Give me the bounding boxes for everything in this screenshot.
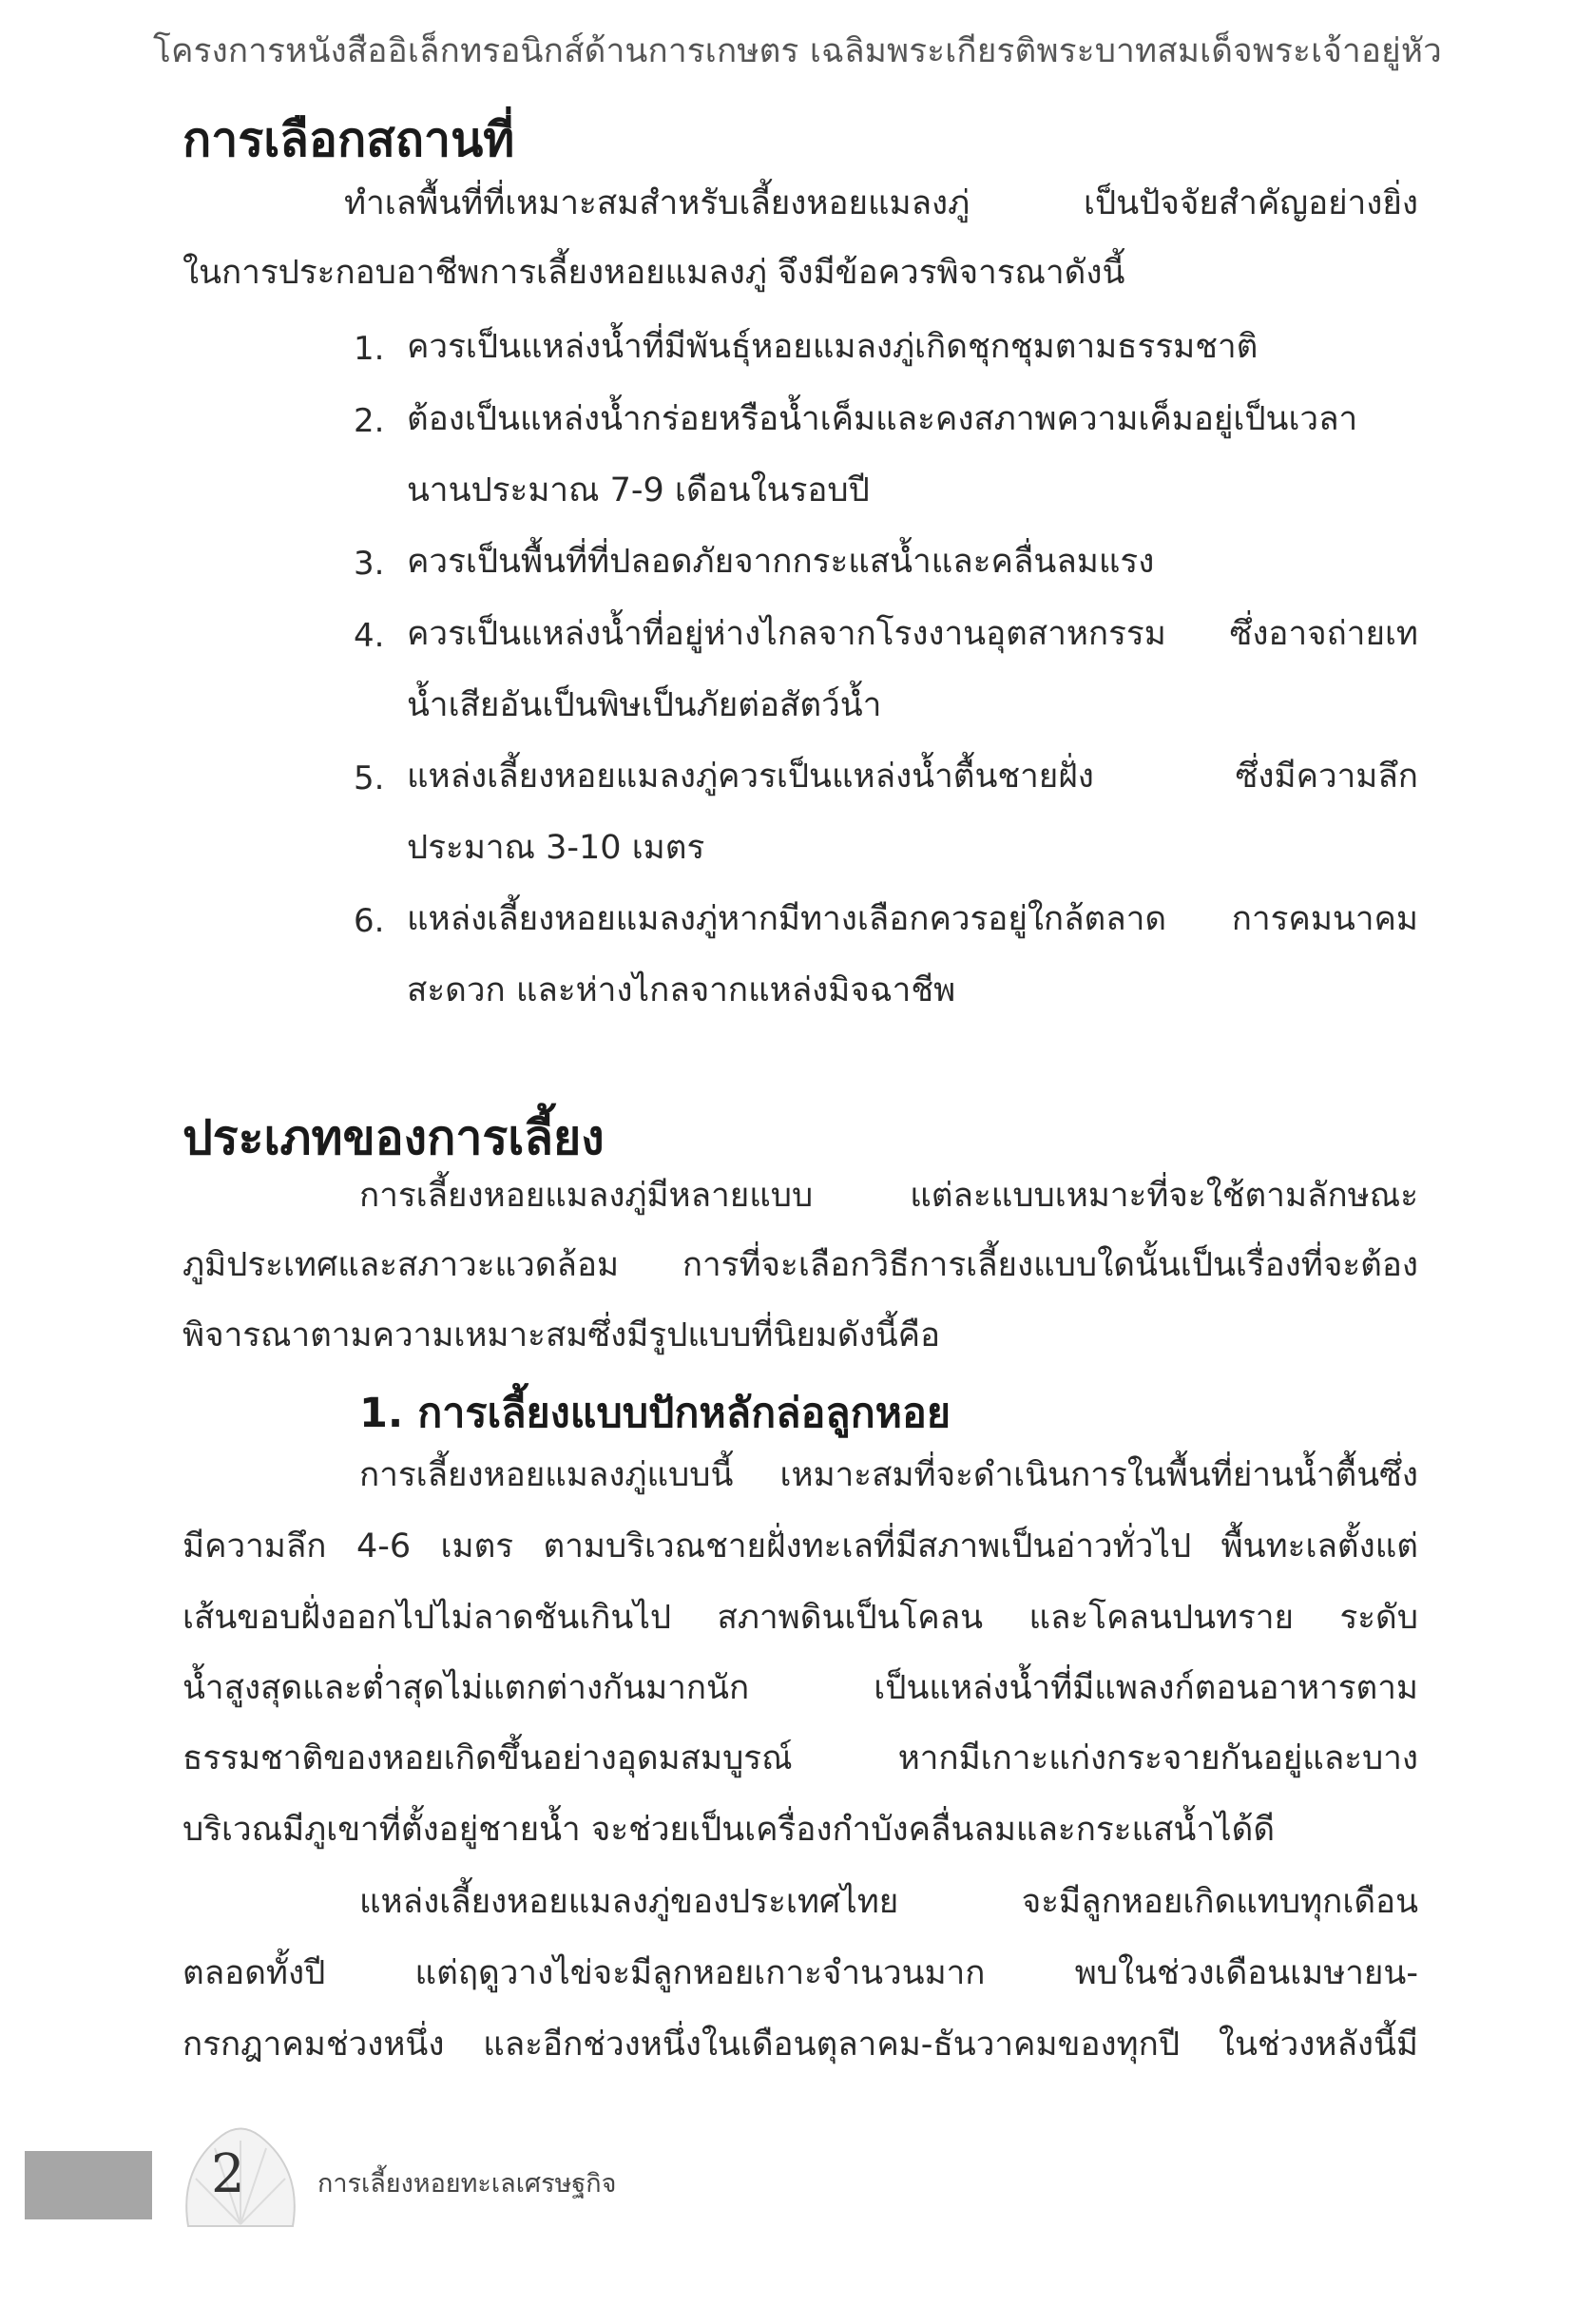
paragraph-line: ธรรมชาติของหอยเกิดขึ้นอย่างอุดมสมบูรณ์ หากมีเกาะแก่งกระจายกันอยู่และบาง: [183, 1739, 1418, 1777]
footer-gray-bar: [25, 2151, 152, 2219]
paragraph-line: เส้นขอบฝั่งออกไปไม่ลาดชันเกินไป สภาพดินเป็นโคลน และโคลนปนทราย ระดับ: [183, 1599, 1418, 1637]
paragraph-line: ภูมิประเทศและสภาวะแวดล้อม การที่จะเลือกวิธีการเลี้ยงแบบใดนั้นเป็นเรื่องที่จะต้อง: [183, 1246, 1418, 1284]
paragraph-line: ทำเลพื้นที่ที่เหมาะสมสำหรับเลี้ยงหอยแมลงภู่ เป็นปัจจัยสำคัญอย่างยิ่ง: [344, 184, 1418, 222]
subsection-heading: 1. การเลี้ยงแบบปักหลักล่อลูกหอย: [359, 1390, 951, 1437]
list-item-line: แหล่งเลี้ยงหอยแมลงภู่ควรเป็นแหล่งน้ำตื้นชายฝั่ง ซึ่งมีความลึก: [407, 758, 1418, 796]
list-item-number: 3.: [354, 545, 385, 583]
section-heading-farming-types: ประเภทของการเลี้ยง: [183, 1110, 605, 1165]
list-item-number: 1.: [354, 330, 385, 368]
paragraph-line: การเลี้ยงหอยแมลงภู่มีหลายแบบ แต่ละแบบเหมาะที่จะใช้ตามลักษณะ: [359, 1177, 1418, 1215]
list-item-line: ควรเป็นแหล่งน้ำที่อยู่ห่างไกลจากโรงงานอุตสาหกรรม ซึ่งอาจถ่ายเท: [407, 615, 1418, 653]
page-number: 2: [211, 2143, 245, 2205]
paragraph-line: กรกฎาคมช่วงหนึ่ง และอีกช่วงหนึ่งในเดือนตุลาคม-ธันวาคมของทุกปี ในช่วงหลังนี้มี: [183, 2026, 1418, 2064]
paragraph-line: การเลี้ยงหอยแมลงภู่แบบนี้ เหมาะสมที่จะดำเนินการในพื้นที่ย่านน้ำตื้นซึ่ง: [359, 1456, 1418, 1494]
paragraph-line: ในการประกอบอาชีพการเลี้ยงหอยแมลงภู่ จึงมีข้อควรพิจารณาดังนี้: [183, 254, 1125, 292]
paragraph-line: น้ำสูงสุดและต่ำสุดไม่แตกต่างกันมากนัก เป็นแหล่งน้ำที่มีแพลงก์ตอนอาหารตาม: [183, 1669, 1418, 1707]
list-item-number: 2.: [354, 402, 385, 440]
list-item-line: น้ำเสียอันเป็นพิษเป็นภัยต่อสัตว์น้ำ: [407, 686, 882, 724]
section-heading-site-selection: การเลือกสถานที่: [183, 112, 515, 167]
list-item-line: ควรเป็นแหล่งน้ำที่มีพันธุ์หอยแมลงภู่เกิดชุกชุมตามธรรมชาติ: [407, 328, 1259, 366]
paragraph-line: มีความลึก 4-6 เมตร ตามบริเวณชายฝั่งทะเลที่มีสภาพเป็นอ่าวทั่วไป พื้นทะเลตั้งแต่: [183, 1527, 1418, 1565]
list-item-line: ประมาณ 3-10 เมตร: [407, 829, 705, 867]
paragraph-line: บริเวณมีภูเขาที่ตั้งอยู่ชายน้ำ จะช่วยเป็นเครื่องกำบังคลื่นลมและกระแสน้ำได้ดี: [183, 1811, 1276, 1849]
list-item-line: ควรเป็นพื้นที่ที่ปลอดภัยจากกระแสน้ำและคลื่นลมแรง: [407, 543, 1155, 581]
list-item-line: สะดวก และห่างไกลจากแหล่งมิจฉาชีพ: [407, 971, 956, 1009]
list-item-number: 4.: [354, 617, 385, 655]
paragraph-line: พิจารณาตามความเหมาะสมซึ่งมีรูปแบบที่นิยมดังนี้คือ: [183, 1316, 941, 1354]
paragraph-line: แหล่งเลี้ยงหอยแมลงภู่ของประเทศไทย จะมีลูกหอยเกิดแทบทุกเดือน: [359, 1883, 1418, 1921]
list-item-line: แหล่งเลี้ยงหอยแมลงภู่หากมีทางเลือกควรอยู่ใกล้ตลาด การคมนาคม: [407, 900, 1418, 938]
list-item-line: ต้องเป็นแหล่งน้ำกร่อยหรือน้ำเค็มและคงสภาพความเค็มอยู่เป็นเวลา: [407, 400, 1358, 438]
running-header: โครงการหนังสืออิเล็กทรอนิกส์ด้านการเกษตร เฉลิมพระเกียรติพระบาทสมเด็จพระเจ้าอยู่หัว: [153, 32, 1442, 70]
paragraph-line: ตลอดทั้งปี แต่ฤดูวางไข่จะมีลูกหอยเกาะจำนวนมาก พบในช่วงเดือนเมษายน-: [183, 1954, 1418, 1992]
list-item-line: นานประมาณ 7-9 เดือนในรอบปี: [407, 471, 870, 509]
list-item-number: 6.: [354, 902, 385, 940]
footer-book-title: การเลี้ยงหอยทะเลเศรษฐกิจ: [317, 2169, 617, 2199]
list-item-number: 5.: [354, 759, 385, 797]
